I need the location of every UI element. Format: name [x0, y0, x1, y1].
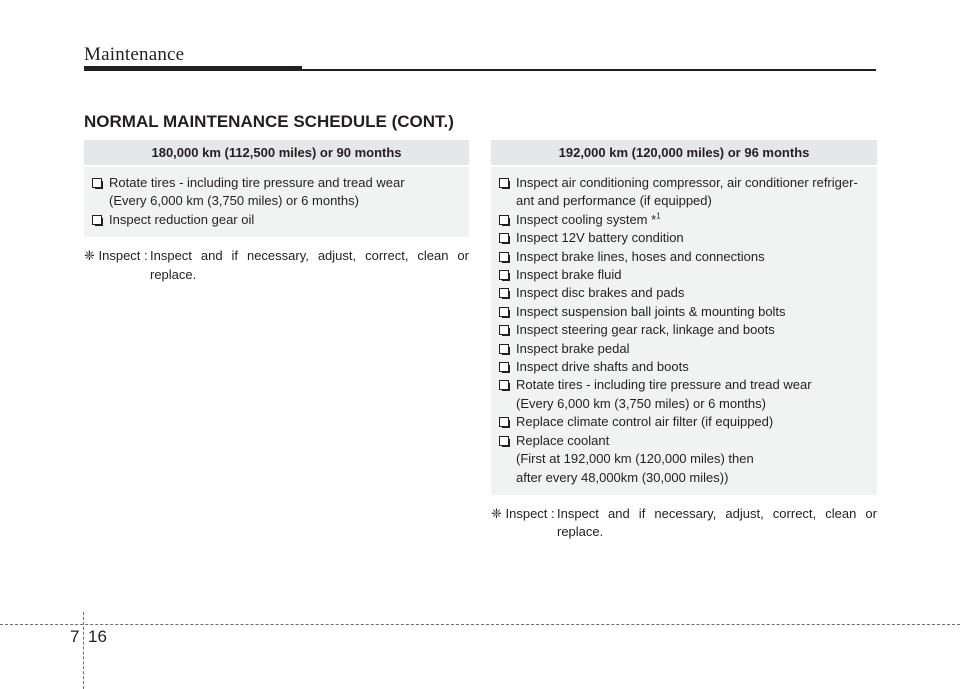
checkbox-icon [499, 178, 509, 188]
list-item-text: Inspect suspension ball joints & mounting bolts [516, 303, 786, 319]
checkbox-icon [499, 380, 509, 390]
list-item-continuation: (Every 6,000 km (3,750 miles) or 6 months) [109, 193, 359, 209]
header-rule-thick [84, 66, 302, 71]
list-item [499, 266, 869, 284]
list-item-text: Inspect steering gear rack, linkage and boots [516, 322, 775, 338]
list-item-continuation: (First at 192,000 km (120,000 miles) then [516, 451, 754, 467]
checkbox-icon [499, 233, 509, 243]
list-item [499, 413, 869, 431]
list-item [499, 432, 869, 450]
list-item-continuation: (Every 6,000 km (3,750 miles) or 6 months) [516, 395, 766, 411]
list-item-text: Rotate tires - including tire pressure and tread wear [109, 175, 405, 190]
list-item [92, 174, 461, 192]
checkbox-icon [499, 288, 509, 298]
list-item-text: Replace coolant [516, 432, 610, 448]
list-item-text: Inspect 12V battery condition [516, 230, 684, 246]
footer-vertical-rule [83, 612, 84, 689]
list-item-continuation: after every 48,000km (30,000 miles)) [516, 469, 729, 485]
list-item-text: Inspect brake lines, hoses and connections [516, 248, 765, 264]
list-item-text: Inspect reduction gear oil [109, 211, 255, 227]
schedule-180000-items [84, 167, 469, 237]
checkbox-icon [499, 325, 509, 335]
list-item [499, 376, 869, 394]
list-item-text: Replace climate control air filter (if equipped) [516, 414, 774, 430]
inspect-note [491, 505, 877, 542]
list-item [499, 303, 869, 321]
list-item [499, 284, 869, 302]
checkbox-icon [92, 178, 102, 188]
list-item [499, 229, 869, 247]
list-item-text: Inspect drive shafts and boots [516, 359, 689, 375]
inspect-note [84, 247, 469, 284]
list-item [499, 340, 869, 358]
page-number: 16 [88, 627, 107, 646]
chapter-number: 7 [70, 627, 80, 646]
list-item [92, 211, 461, 229]
list-item [499, 174, 869, 192]
checkbox-icon [499, 362, 509, 372]
checkbox-icon [499, 270, 509, 280]
footer-dashed-rule [0, 624, 960, 625]
schedule-180000-heading: 180,000 km (112,500 miles) or 90 months [84, 140, 469, 165]
list-item [499, 248, 869, 266]
checkbox-icon [499, 215, 509, 225]
page-header-title: Maintenance [84, 44, 185, 65]
schedule-192000-items [491, 167, 877, 495]
list-item [499, 321, 869, 339]
checkbox-icon [499, 436, 509, 446]
header-rule-thin [302, 69, 876, 71]
list-item-text: Inspect brake fluid [516, 267, 622, 283]
inspect-note-text: Inspect and if necessary, adjust, correct, clean or replace. [150, 248, 469, 282]
list-item-text: Rotate tires - including tire pressure and tread wear [516, 377, 812, 393]
checkbox-icon [499, 252, 509, 262]
schedule-180000-column [84, 140, 469, 284]
checkbox-icon [499, 344, 509, 354]
list-item-text: Inspect air conditioning compressor, air conditioner refriger- [516, 175, 858, 190]
inspect-note-lead: ❈ Inspect : [491, 505, 555, 521]
checkbox-icon [499, 417, 509, 427]
list-item-text: Inspect cooling system * [516, 211, 657, 227]
list-item-text: Inspect brake pedal [516, 340, 630, 356]
schedule-192000-column [491, 140, 877, 542]
inspect-note-lead: ❈ Inspect : [84, 248, 148, 264]
list-item-text: Inspect disc brakes and pads [516, 285, 685, 301]
list-item [499, 211, 869, 229]
list-item-continuation: ant and performance (if equipped) [516, 193, 712, 209]
footnote-marker: 1 [656, 211, 661, 221]
schedule-192000-heading: 192,000 km (120,000 miles) or 96 months [491, 140, 877, 165]
inspect-note-text: Inspect and if necessary, adjust, correct, clean or replace. [557, 505, 877, 540]
section-title: NORMAL MAINTENANCE SCHEDULE (CONT.) [84, 112, 454, 131]
checkbox-icon [92, 215, 102, 225]
list-item [499, 358, 869, 376]
checkbox-icon [499, 307, 509, 317]
